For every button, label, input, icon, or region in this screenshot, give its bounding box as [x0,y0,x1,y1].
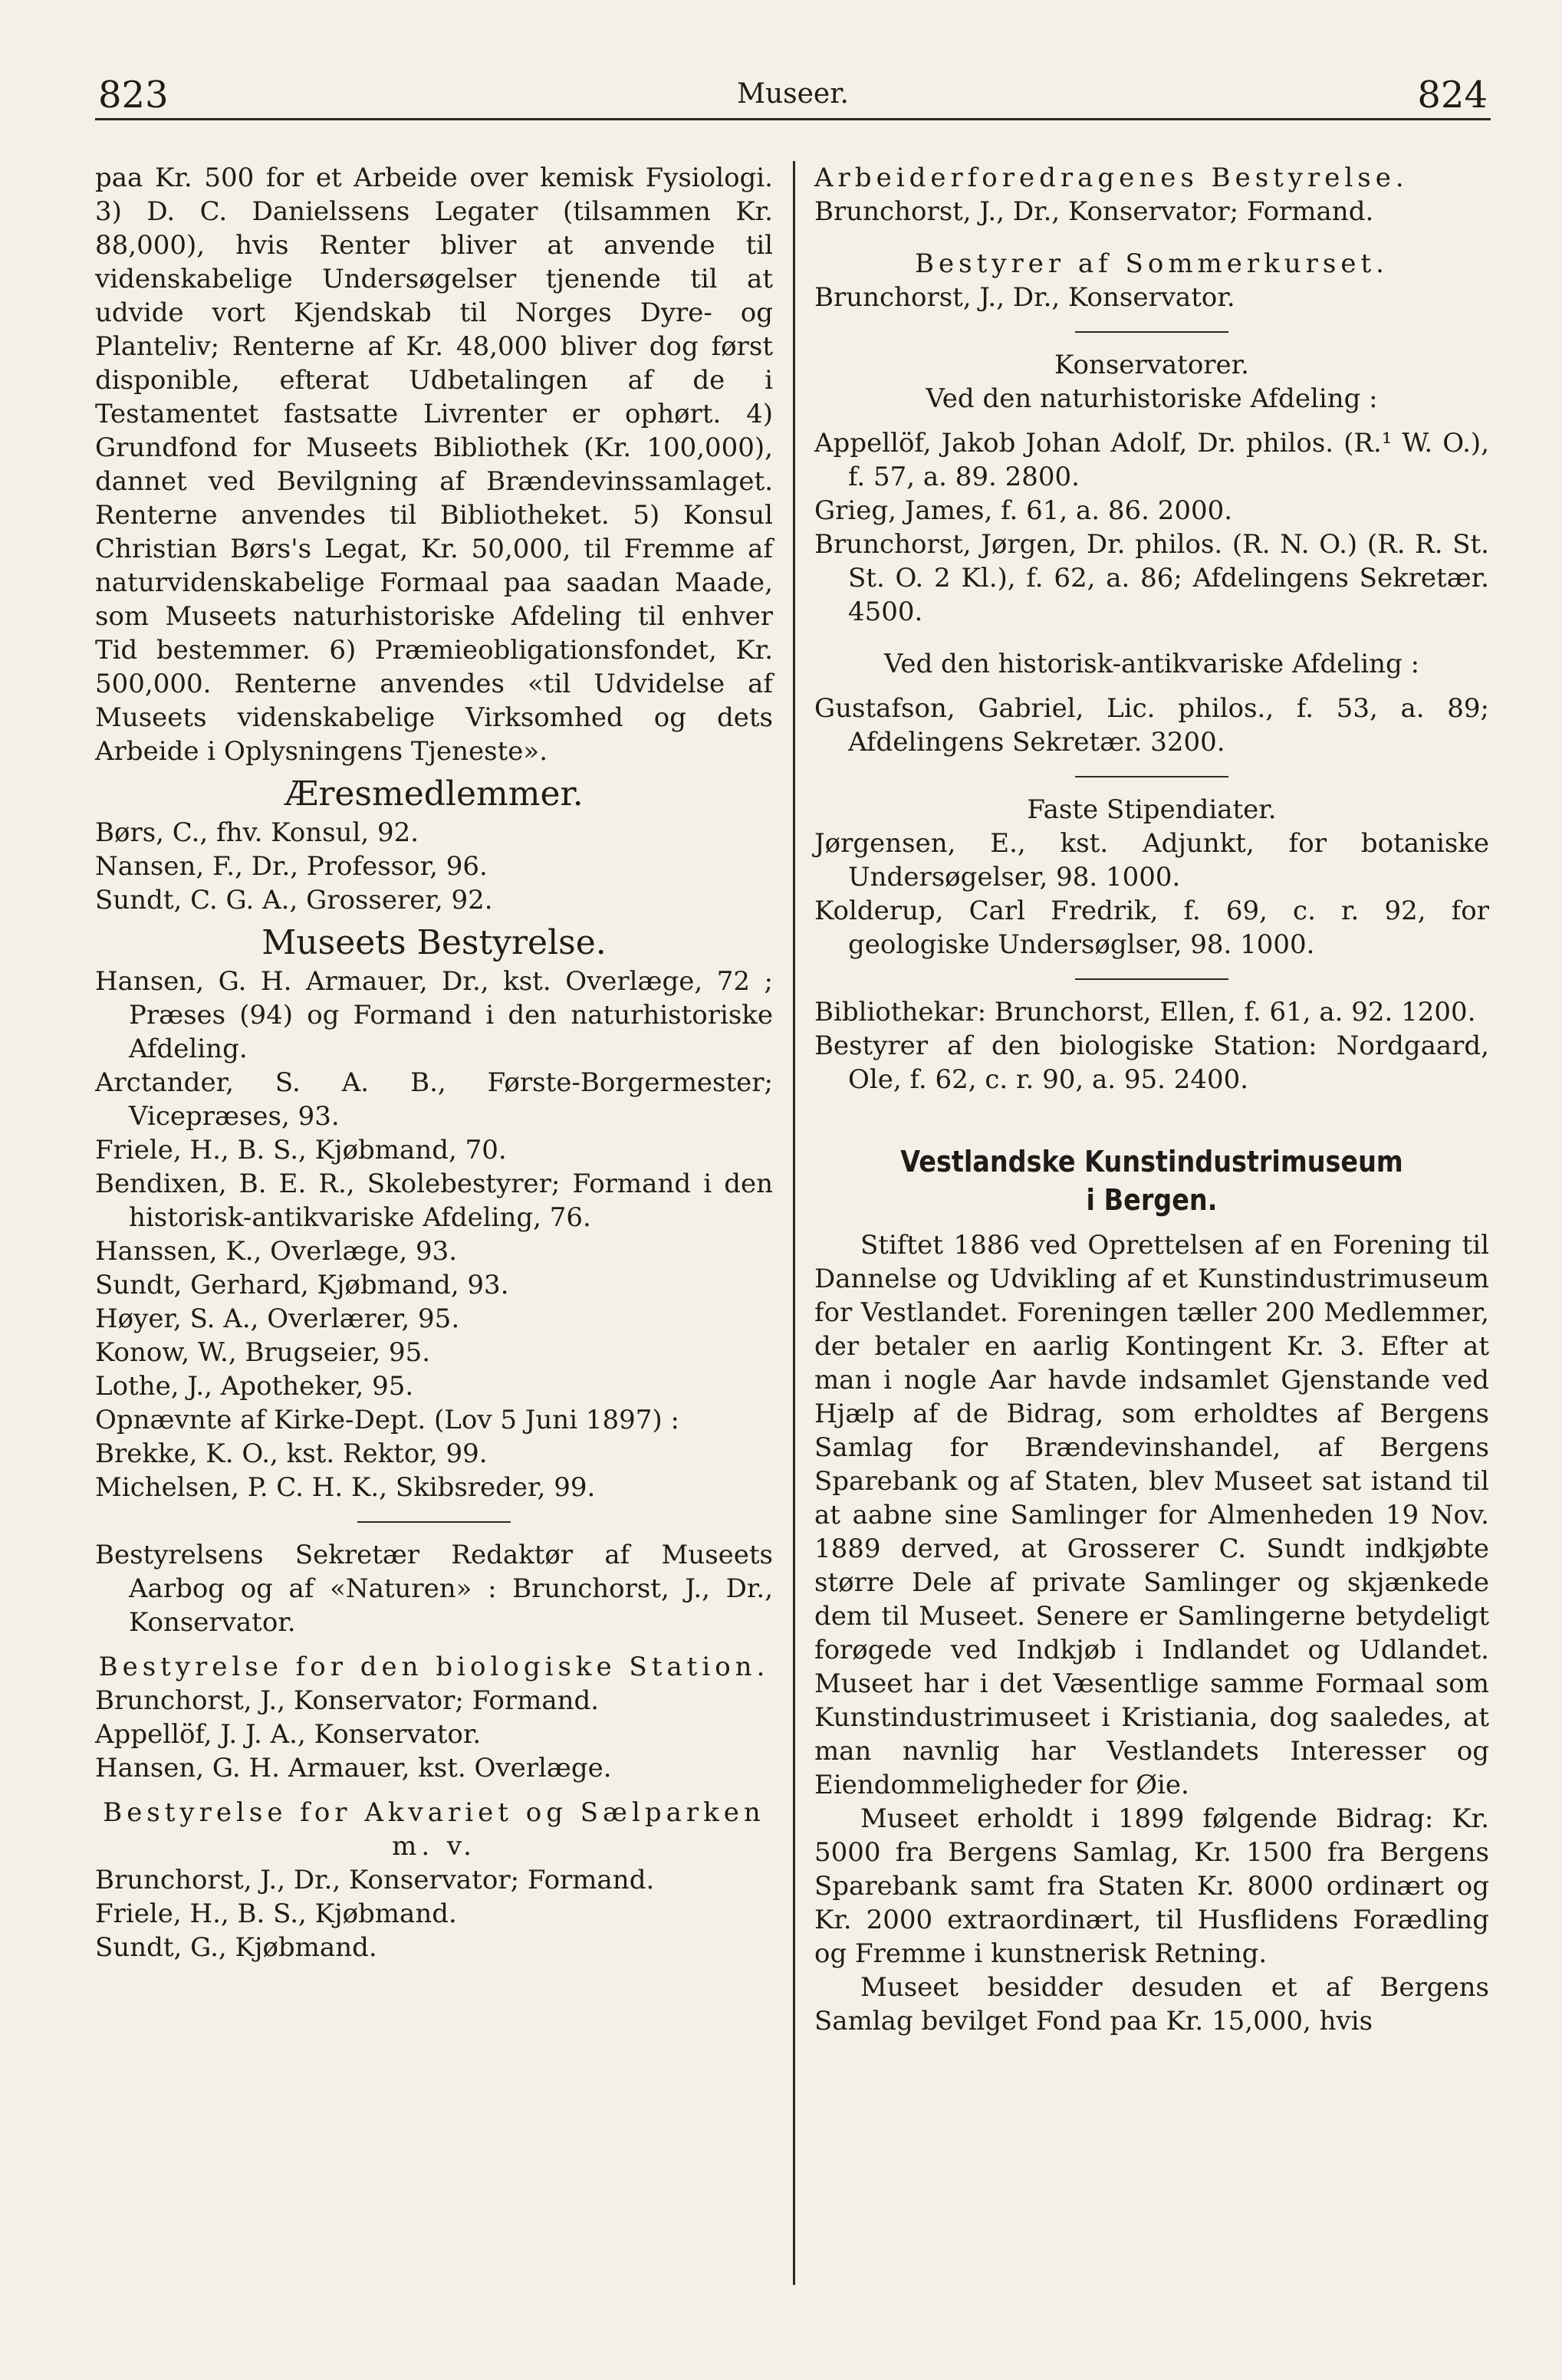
museum-paragraph: Museet erholdt i 1899 følgende Bidrag: Kr. 5000 fra Bergens Samlag, Kr. 1500 fra Bergens Sparebank samt fra Staten Kr. 8000 ordinært og Kr. 2000 extraordinært, til Husflidens Forædling og Fremme i kunstnerisk Retning. [814,1803,1489,1969]
list-item: Hansen, G. H. Armauer, kst. Overlæge. [95,1753,612,1783]
list-item: Friele, H., B. S., Kjøbmand. [95,1898,457,1929]
section-rule [1075,978,1228,980]
biological-station-heading: Bestyrelse for den biologiske Station. [98,1652,770,1682]
museum-paragraph: Museet besidder desuden et af Bergens Samlag bevilget Fond paa Kr. 15,000, hvis [814,1972,1489,2036]
list-item: Friele, H., B. S., Kjøbmand, 70. [95,1135,507,1165]
list-item: Nansen, F., Dr., Professor, 96. [95,851,488,882]
section-rule [357,1521,511,1523]
board-secretary: Bestyrelsens Sekretær Redaktør af Museets Aarbog og af «Naturen» : Brunchorst, J., Dr., Konservator. [95,1540,773,1638]
list-item: Jørgensen, E., kst. Adjunkt, for botaniske Undersøgelser, 98. 1000. [814,828,1489,893]
stipend-heading: Faste Stipendiater. [1027,794,1277,825]
list-item: Appellöf, Jakob Johan Adolf, Dr. philos. (R.¹ W. O.), f. 57, a. 89. 2800. [814,428,1489,492]
list-item: Brunchorst, J., Dr., Konservator; Formand. [95,1865,655,1895]
list-item: Brunchorst, J., Dr., Konservator. [814,282,1235,313]
appointed-heading: Opnævnte af Kirke-Dept. (Lov 5 Juni 1897) : [95,1405,679,1435]
librarian: Bibliothekar: Brunchorst, Ellen, f. 61, a. 92. 1200. [814,997,1476,1027]
summer-course-heading: Bestyrer af Sommerkurset. [915,248,1389,279]
left-column [95,161,773,1964]
list-item: Hansen, G. H. Armauer, Dr., kst. Overlæge, 72 ; Præses (94) og Formand i den naturhistoriske Afdeling. [95,966,773,1064]
museum-heading-line-2: i Bergen. [1086,1183,1218,1217]
honorary-members-heading: Æresmedlemmer. [284,774,584,814]
curators-heading: Konservatorer. [1054,350,1249,380]
list-item: Brunchorst, Jørgen, Dr. philos. (R. N. O.) (R. R. St. St. O. 2 Kl.), f. 62, a. 86; Afdelingens Sekretær. 4500. [814,529,1489,627]
list-item: Høyer, S. A., Overlærer, 95. [95,1303,460,1334]
right-column [814,161,1489,2038]
list-item: Sundt, G., Kjøbmand. [95,1932,377,1963]
section-rule [1075,331,1228,333]
historical-heading: Ved den historisk-antikvariske Afdeling : [883,649,1420,679]
museum-paragraph: Stiftet 1886 ved Oprettelsen af en Forening til Dannelse og Udvikling af et Kunstindustrimuseum for Vestlandet. Foreningen tæller 200 Medlemmer, der betaler en aarlig Kontingent Kr. 3. Efter at man i nogle Aar havde indsamlet Gjenstande ved Hjælp af de Bidrag, som erholdtes af Bergens Samlag for Brændevinshandel, af Bergens Sparebank og af Staten, blev Museet sat istand til at aabne sine Samlinger for Almenheden 19 Nov. 1889 derved, at Grosserer C. Sundt indkjøbte større Dele af private Samlinger og skjænkede dem til Museet. Senere er Samlingerne betydeligt forøgede ved Indkjøb i Indlandet og Udlandet. Museet har i det Væsentlige samme Formaal som Kunstindustrimuseet i Kristiania, dog saaledes, at man navnlig har Vestlandets Interesser og Eiendommeligheder for Øie. [814,1230,1489,1800]
list-item: Lothe, J., Apotheker, 95. [95,1371,414,1402]
list-item: Konow, W., Brugseier, 95. [95,1337,431,1368]
list-item: Bendixen, B. E. R., Skolebestyrer; Formand i den historisk-antikvariske Afdeling, 76. [95,1169,773,1233]
list-item: Brunchorst, J., Konservator; Formand. [95,1685,600,1716]
list-item: Michelsen, P. C. H. K., Skibsreder, 99. [95,1472,596,1503]
museum-heading-line-1: Vestlandske Kunstindustrimuseum [900,1145,1403,1178]
list-item: Brekke, K. O., kst. Rektor, 99. [95,1438,488,1469]
list-item: Kolderup, Carl Fredrik, f. 69, c. r. 92, for geologiske Undersøglser, 98. 1000. [814,896,1489,960]
list-item: Brunchorst, J., Dr., Konservator; Formand. [814,196,1374,227]
legacy-funds-paragraph: paa Kr. 500 for et Arbeide over kemisk Fysiologi. 3) D. C. Danielssens Legater (tilsammen Kr. 88,000), hvis Renter bliver at anvende til videnskabelige Undersøgelser tjenende til at udvide vort Kjendskab til Norges Dyre- og Planteliv; Renterne af Kr. 48,000 bliver dog først disponible, efterat Udbetalingen af de i Testamentet fastsatte Livrenter er ophørt. 4) Grundfond for Museets Bibliothek (Kr. 100,000), dannet ved Bevilgning af Brændevinssamlaget. Renterne anvendes til Bibliotheket. 5) Konsul Christian Børs's Legat, Kr. 50,000, til Fremme af naturvidenskabelige Formaal paa saadan Maade, som Museets naturhistoriske Afdeling til enhver Tid bestemmer. 6) Præmieobligationsfondet, Kr. 500,000. Renterne anvendes «til Udvidelse af Museets videnskabelige Virksomhed og dets Arbeide i Oplysningens Tjeneste». [95,163,773,767]
list-item: Børs, C., fhv. Konsul, 92. [95,817,419,848]
list-item: Sundt, C. G. A., Grosserer, 92. [95,885,493,916]
list-item: Sundt, Gerhard, Kjøbmand, 93. [95,1270,509,1300]
header-rule [95,118,1491,120]
page-number-right: 824 [1417,74,1488,117]
section-rule [1075,776,1228,777]
running-title: Museer. [737,78,849,110]
workers-lectures-heading: Arbeiderforedragenes Bestyrelse. [814,163,1409,193]
list-item: Hanssen, K., Overlæge, 93. [95,1236,458,1267]
aquarium-heading: Bestyrelse for Akvariet og Sælparken m. v. [103,1797,765,1862]
list-item: Gustafson, Gabriel, Lic. philos., f. 53, a. 89; Afdelingens Sekretær. 3200. [814,693,1489,758]
column-divider [793,161,795,2285]
museum-heading [855,1142,1449,1219]
museum-board-heading: Museets Bestyrelse. [261,923,607,962]
biological-station-manager: Bestyrer af den biologiske Station: Nordgaard, Ole, f. 62, c. r. 90, a. 95. 2400. [814,1031,1489,1095]
list-item: Grieg, James, f. 61, a. 86. 2000. [814,495,1233,526]
list-item: Arctander, S. A. B., Første-Borgermester; Vicepræses, 93. [95,1067,773,1132]
natural-history-heading: Ved den naturhistoriske Afdeling : [926,383,1378,414]
page-number-left: 823 [98,74,169,117]
list-item: Appellöf, J. J. A., Konservator. [95,1719,482,1750]
